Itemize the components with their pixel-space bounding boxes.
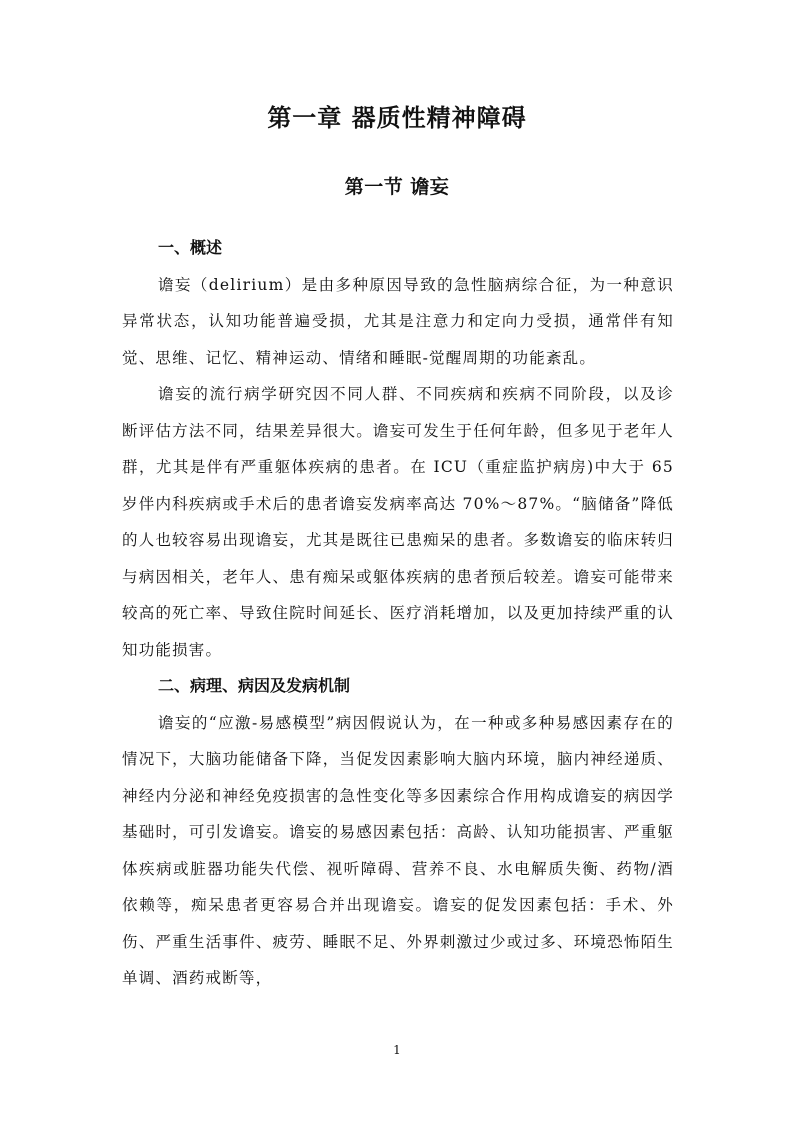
page-number: 1 [393, 1043, 401, 1057]
heading-pathology: 二、病理、病因及发病机制 [158, 676, 351, 695]
heading-overview: 一、概述 [158, 238, 223, 257]
paragraph-epidemiology: 谵妄的流行病学研究因不同人群、不同疾病和疾病不同阶段，以及诊断评估方法不同，结果差异很大。谵妄可发生于任何年龄，但多见于老年人群，尤其是伴有严重躯体疾病的患者。在 ICU（重症监护病房)中大于 65 岁伴内科疾病或手术后的患者谵妄发病率高达 70%～87%。“脑储备”降低的人也较容易出现谵妄，尤其是既往已患痴呆的患者。多数谵妄的临床转归与病因相关，老年人、患有痴呆或躯体疾病的患者预后较差。谵妄可能带来较高的死亡率、导致住院时间延长、医疗消耗增加，以及更加持续严重的认知功能损害。 [122, 385, 674, 659]
paragraph-etiology: 谵妄的“应激-易感模型”病因假说认为，在一种或多种易感因素存在的情况下，大脑功能储备下降，当促发因素影响大脑内环境，脑内神经递质、神经内分泌和神经免疫损害的急性变化等多因素综合作用构成谵妄的病因学基础时，可引发谵妄。谵妄的易感因素包括：高龄、认知功能损害、严重躯体疾病或脏器功能失代偿、视听障碍、营养不良、水电解质失衡、药物/酒依赖等，痴呆患者更容易合并出现谵妄。谵妄的促发因素包括：手术、外伤、严重生活事件、疲劳、睡眠不足、外界刺激过少或过多、环境恐怖陌生单调、酒药戒断等， [122, 713, 674, 987]
chapter-title: 第一章 器质性精神障碍 [267, 104, 527, 132]
paragraph-definition: 谵妄（delirium）是由多种原因导致的急性脑病综合征，为一种意识异常状态，认知功能普遍受损，尤其是注意力和定向力受损，通常伴有知觉、思维、记忆、精神运动、情绪和睡眠-觉醒周期的功能紊乱。 [122, 275, 674, 367]
body-text [122, 230, 674, 997]
section-title: 第一节 谵妄 [344, 176, 450, 198]
